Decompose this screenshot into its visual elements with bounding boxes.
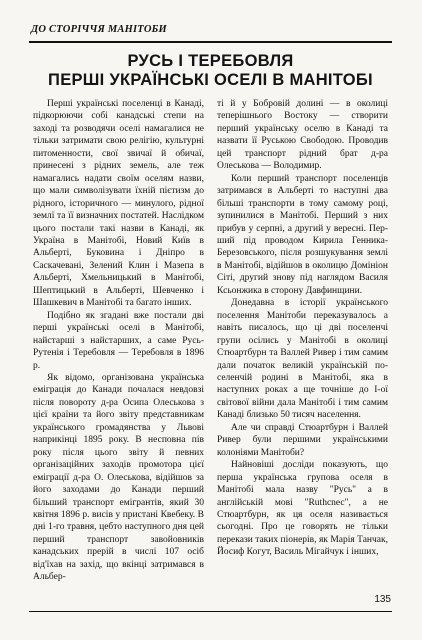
title-line-2: ПЕРШІ УКРАЇНСЬКІ ОСЕЛІ В МАНІТОБІ	[48, 71, 373, 89]
article-title	[29, 52, 392, 90]
paragraph: Найновіші досліди показують, що перша українська групова оселя в Манітобі мала назву "Русь" а в англійській мові "Ruthcnес", а не Стюартбурн, як ця оселя називається сьогодні. Про це говорять не тільки перекази таких піонерів, як Марія Танчак, Йосиф Когут, Василь Мігайчук і інших,	[217, 460, 388, 558]
paragraph: Як відомо, організована українська еміграція до Канади почалася невдовзі після повороту д-ра Осипа Олеськова з цієї країни та його звіту представникам українського громадянства у Львові наприкінці 1895 року. В несповна пів року після цього звіту й певних організаційних заходів промотора цієї еміграції д-ра О. Олеськова, відійшов за його заходами до Канади перший більший транспорт емігрантів, який 30 квітня 1896 р. висів у пристані Квебеку. В дні 1-го травня, цебто наступного дня цей перший транспорт завойовників канадських прерій в числі 107 осіб від'їхав на захід, що вкінці затримався в Альбер-	[33, 372, 204, 583]
paragraph: Але чи справді Стюартбурн і Валлей Ривер були першими українськими колоніями Манітоби?	[217, 422, 388, 458]
title-line-1: РУСЬ І ТЕРЕБОВЛЯ	[127, 52, 294, 70]
right-column	[217, 98, 388, 559]
paragraph: Перші українські поселенці в Канаді, підкорюючи собі канадські степи на заході та розводячи оселі намагалися не тільки затримати свою релігію, культурні питоменности, свої звичаї й обичаї, принесені з рідних земель, але теж намагались надати своїм оселям назви, що мали символізувати їхній пієтизм до рідного, історичного — минулого, рідної землї та її визначних постатей. Наслідком цього постали такі назви в Канаді, як Україна в Манітобі, Новий Київ в Альберті, Буковина і Дніпро в Саскачевані, Зелений Клин і Мазепа в Альберті, Хмельницький в Манітобі, Шептицький в Альберті, Шевченко і Шашкевич в Манітобі та багато інших.	[33, 99, 204, 309]
paragraph: Донедавна в історії українського поселення Манітоби переказувалось а навіть писалось, що ці дві поселенчі групи осілись у Манітобі в околиці Стюартбурн та Валлей Ривер і тим самим дали початок великій українській поселенчій родині в Манітобі, яка в наступних роках а ще точніше до І-ої світової війни дала Манітобі і тим самим Канаді близько 50 тисяч населення.	[217, 298, 388, 421]
paragraph: ті й у Бобровій долині — в околиці теперішнього Востоку — створити перший українську оселю в Канаді та назвати її Руською Свободою. Проводив цей транспорт рідний брат д-ра Олеськова — Володимир.	[217, 99, 388, 172]
paragraph: Подібно як згадані вже постали дві перші українські оселі в Манітобі, найстарші з найстарших, а саме Русь-Рутенія і Теребовля — Теребовля в 1896 р.	[33, 310, 204, 371]
left-column	[33, 98, 204, 584]
top-rule	[29, 41, 392, 43]
bottom-rule	[29, 611, 392, 612]
page-number: 135	[374, 594, 391, 605]
paragraph: Коли перший транспорт поселенців затримався в Альберті то наступні два більші транспорти в тому самому році, зупинилися в Манітобі. Перший з них прибув у серпні, а другий у вересні. Перший під проводом Кирила Генника-Березовського, після розшукування землі в Манітобі, відійшов в околицю Домініон Сіті, другий знову під наглядом Василя Ксьонжика в сторону Давфинщини.	[217, 173, 388, 296]
section-header: ДО СТОРІЧЧЯ МАНІТОБИ	[31, 24, 167, 35]
